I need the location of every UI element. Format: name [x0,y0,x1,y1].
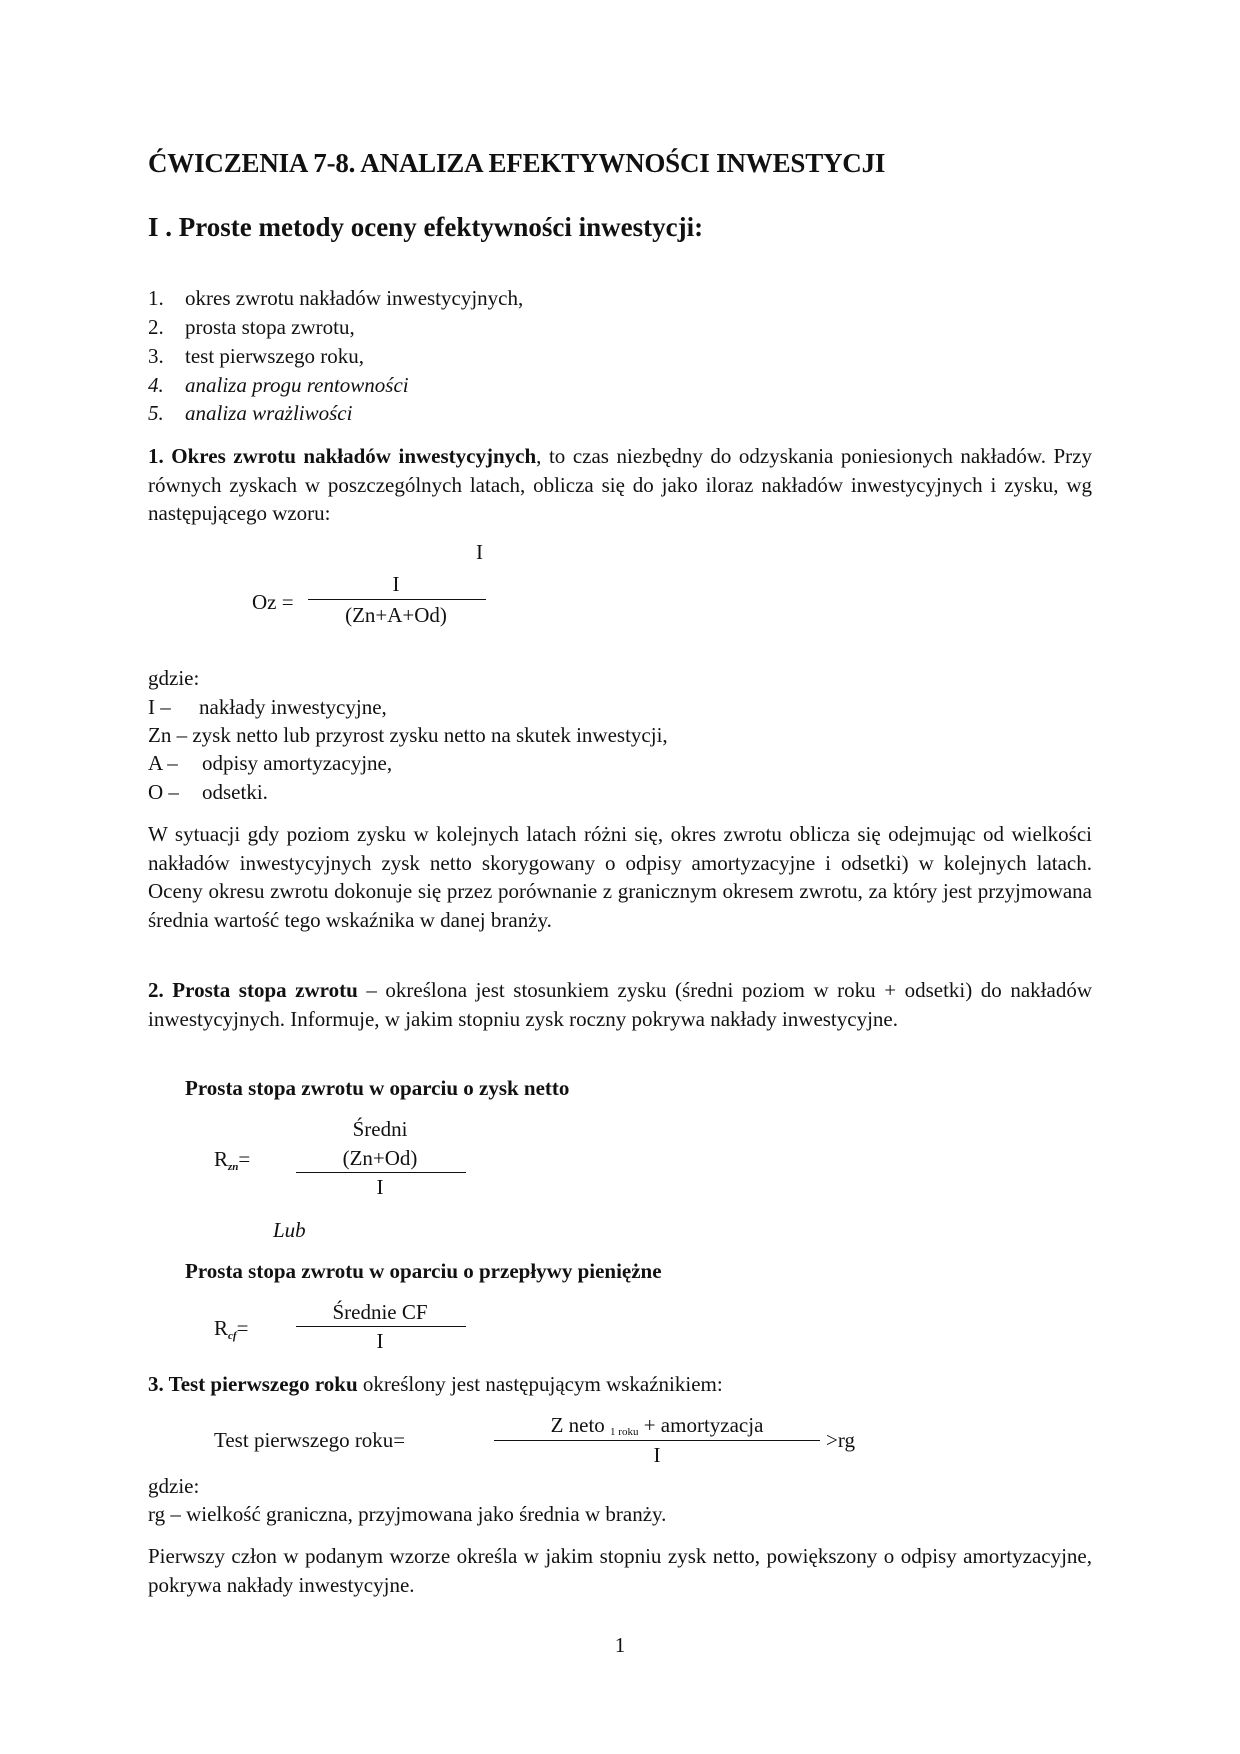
where-label: gdzie: [148,1474,200,1498]
formula-oz-numerator: I [392,572,400,596]
legend-item: O – odsetki. [148,780,268,804]
formula-stray-i: I [476,540,483,564]
formula-test-lhs: Test pierwszego roku= [214,1428,406,1452]
formula-rzn-denominator: I [376,1175,384,1199]
paragraph-uneven-profits: W sytuacji gdy poziom zysku w kolejnych latach różni się, okres zwrotu oblicza się odejmując od wielkości nakładów inwestycyjnych zysk netto skorygowany o odpisy amortyzacyjne i odsetki) w kolejnych latach. Oceny okresu zwrotu dokonuje się przez porównanie z granicznym okresem zwrotu, za który jest przyjmowana średnia wartość tego wskaźnika w danej branży. [148,822,1092,932]
paragraph-payback-period: 1. Okres zwrotu nakładów inwestycyjnych, to czas niezbędny do odzyskania poniesionych nakładów. Przy równych zyskach w poszczególnych latach, oblicza się do jako iloraz nakładów inwestycyjnych i zysku, wg następującego wzoru: [148,444,1092,525]
formula-rcf-denominator: I [376,1329,384,1353]
rzn-heading: Prosta stopa zwrotu w oparciu o zysk netto [185,1076,570,1100]
formula-rcf-lhs: Rcf= [214,1316,249,1342]
legend-item: Zn – zysk netto lub przyrost zysku netto na skutek inwestycji, [148,723,668,747]
formula-oz-lhs: Oz = [252,590,294,614]
formula-test-denominator: I [653,1443,661,1467]
legend-item: I – nakłady inwestycyjne, [148,695,387,719]
rcf-heading: Prosta stopa zwrotu w oparciu o przepływy pieniężne [185,1259,662,1283]
legend-item: rg – wielkość graniczna, przyjmowana jako średnia w branży. [148,1502,667,1526]
fraction-bar [494,1440,820,1441]
page-number: 1 [614,1633,626,1657]
paragraph-first-term: Pierwszy człon w podanym wzorze określa w jakim stopniu zysk netto, powiększony o odpisy amortyzacyjne, pokrywa nakłady inwestycyjne. [148,1544,1092,1597]
formula-test-numerator: Z neto 1 roku + amortyzacja [550,1413,764,1438]
formula-rzn-lhs: Rzn= [214,1147,251,1173]
where-label: gdzie: [148,666,200,690]
fraction-bar [296,1326,466,1327]
formula-rzn-numerator-2: (Zn+Od) [342,1146,418,1170]
formula-rcf-numerator: Średnie CF [332,1300,428,1324]
section-heading: I . Proste metody oceny efektywności inwestycji: [148,212,704,242]
fraction-bar [296,1172,466,1173]
paragraph-first-year-test: 3. Test pierwszego roku określony jest następującym wskaźnikiem: [148,1372,723,1396]
document-title: ĆWICZENIA 7-8. ANALIZA EFEKTYWNOŚCI INWESTYCJI [148,148,886,178]
paragraph-simple-rate: 2. Prosta stopa zwrotu – określona jest stosunkiem zysku (średni poziom w roku + odsetki) do nakładów inwestycyjnych. Informuje, w jakim stopniu zysk roczny pokrywa nakłady inwestycyjne. [148,978,1092,1031]
formula-test-rhs: >rg [826,1428,855,1452]
fraction-bar [308,599,486,600]
legend-item: A – odpisy amortyzacyjne, [148,751,393,775]
or-label: Lub [273,1218,306,1242]
formula-oz-denominator: (Zn+A+Od) [345,603,447,627]
formula-rzn-numerator-1: Średni [352,1117,408,1141]
